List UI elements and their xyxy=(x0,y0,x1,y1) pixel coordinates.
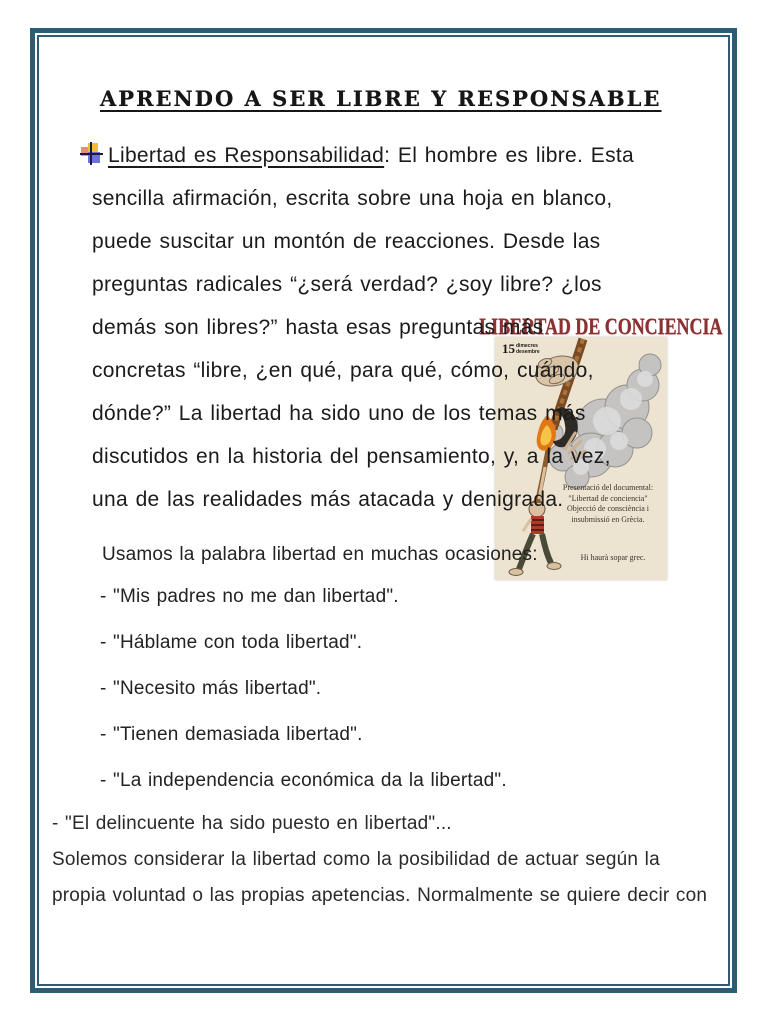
page-title: APRENDO A SER LIBRE Y RESPONSABLE xyxy=(100,86,662,111)
closing-line: - "El delincuente ha sido puesto en libertad"... xyxy=(52,813,452,834)
intro-line-rest: : El hombre es libre. Esta xyxy=(384,143,635,167)
intro-line: sencilla afirmación, escrita sobre una hoja en blanco, xyxy=(92,186,613,210)
closing-paragraph xyxy=(52,806,707,914)
quote-item: - "Mis padres no me dan libertad". xyxy=(100,586,399,607)
quote-item: - "Háblame con toda libertad". xyxy=(100,632,363,653)
intro-lead-underlined: Libertad es Responsabilidad xyxy=(108,143,385,167)
poster-footnote: Hi haurà sopar grec. xyxy=(580,553,646,562)
intro-line: puede suscitar un montón de reacciones. Desde las xyxy=(92,229,601,253)
poster-date-words: dimecres desembre xyxy=(516,343,540,355)
intro-line: una de las realidades más atacada y denigrada. xyxy=(92,487,564,511)
closing-line: Solemos considerar la libertad como la posibilidad de actuar según la xyxy=(52,849,660,870)
intro-line: dónde?” La libertad ha sido uno de los temas más xyxy=(92,401,586,425)
intro-line xyxy=(92,134,697,177)
usage-quote-list xyxy=(100,574,507,804)
poster-date-number: 15 xyxy=(502,341,515,356)
quote-item: - "La independencia económica da la libertad". xyxy=(100,770,507,791)
intro-line: preguntas radicales “¿será verdad? ¿soy libre? ¿los xyxy=(92,272,602,296)
intro-paragraph xyxy=(92,134,697,521)
closing-line: propia voluntad o las propias apetencias. Normalmente se quiere decir con xyxy=(52,885,708,906)
quote-item: - "Necesito más libertad". xyxy=(100,678,322,699)
usage-heading: Usamos la palabra libertad en muchas ocasiones: xyxy=(102,544,538,565)
intro-line: discutidos en la historia del pensamiento, y, a la vez, xyxy=(92,444,611,468)
poster-caption: Presentació del documental: "Libertad de conciencia" Objecció de consciència i insubmissió en Grècia. xyxy=(562,483,654,524)
intro-line: concretas “libre, ¿en qué, para qué, cómo, cuándo, xyxy=(92,358,594,382)
intro-line: demás son libres?” hasta esas preguntas más xyxy=(92,315,544,339)
quote-item: - "Tienen demasiada libertad". xyxy=(100,724,363,745)
poster-title: LIBERTAD DE CONCIENCIA xyxy=(479,314,723,339)
